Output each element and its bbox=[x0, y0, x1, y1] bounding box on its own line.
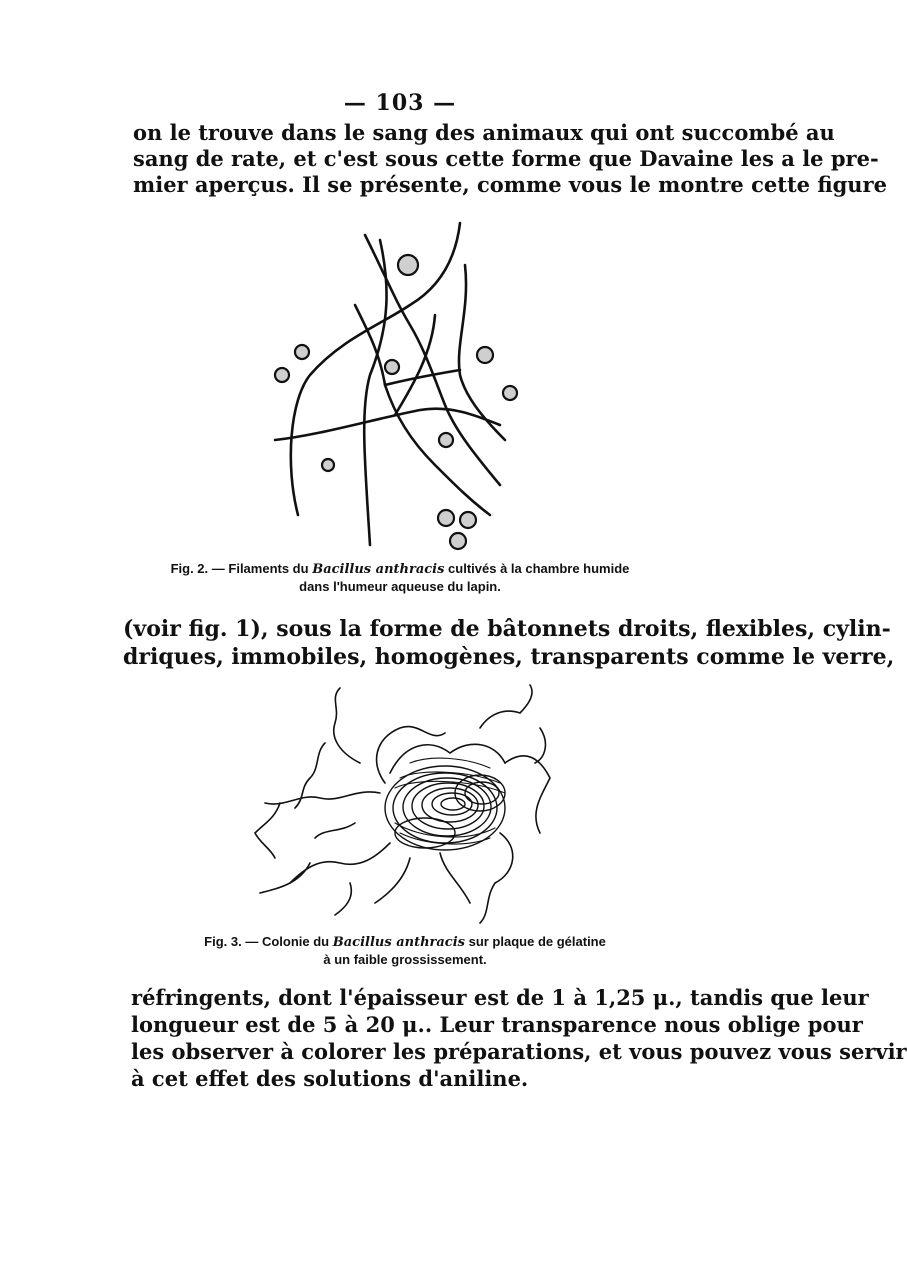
caption-text: Filaments du bbox=[228, 561, 309, 576]
paragraph-1 bbox=[133, 120, 887, 198]
cell bbox=[385, 360, 399, 374]
species-name: Bacillus anthracis bbox=[312, 562, 445, 577]
paragraph-2 bbox=[123, 615, 895, 671]
cell bbox=[460, 512, 476, 528]
caption-line bbox=[170, 933, 640, 951]
filament bbox=[364, 240, 386, 545]
figure-label: Fig. 3. bbox=[204, 934, 242, 949]
text-line: les observer à colorer les préparations, et vous pouvez vous servir bbox=[131, 1039, 907, 1064]
text-line: à cet effet des solutions d'aniline. bbox=[131, 1066, 529, 1091]
cell bbox=[439, 433, 453, 447]
text-line: on le trouve dans le sang des animaux qui ont succombé au bbox=[133, 120, 835, 145]
cell bbox=[450, 533, 466, 549]
figure-3-caption bbox=[170, 933, 640, 968]
page-number: — 103 — bbox=[343, 90, 457, 116]
caption-text: Colonie du bbox=[261, 934, 330, 949]
caption-line: dans l'humeur aqueuse du lapin. bbox=[299, 579, 501, 594]
figure-2-illustration bbox=[260, 215, 520, 555]
text-line: réfringents, dont l'épaisseur est de 1 à 1,25 μ., tandis que leur bbox=[131, 985, 869, 1010]
colony-filaments bbox=[255, 685, 550, 923]
filament bbox=[291, 223, 460, 515]
cell bbox=[503, 386, 517, 400]
caption-line bbox=[150, 560, 650, 578]
cell bbox=[275, 368, 289, 382]
figure-2-caption bbox=[150, 560, 650, 595]
figure-3-illustration bbox=[240, 683, 570, 928]
cell bbox=[398, 255, 418, 275]
text-line: longueur est de 5 à 20 μ.. Leur transparence nous oblige pour bbox=[131, 1012, 863, 1037]
caption-dash: — bbox=[211, 561, 225, 576]
colony-hatching bbox=[395, 758, 505, 844]
cell bbox=[477, 347, 493, 363]
cell bbox=[438, 510, 454, 526]
caption-dash: — bbox=[245, 934, 259, 949]
cell bbox=[295, 345, 309, 359]
text-line: mier aperçus. Il se présente, comme vous le montre cette figure bbox=[133, 172, 887, 197]
caption-text: sur plaque de gélatine bbox=[468, 934, 606, 949]
figure-label: Fig. 2. bbox=[170, 561, 209, 576]
caption-line: à un faible grossissement. bbox=[323, 952, 487, 967]
text-line: (voir fig. 1), sous la forme de bâtonnets droits, flexibles, cylin- bbox=[123, 616, 891, 642]
filament bbox=[275, 409, 500, 440]
cell bbox=[322, 459, 334, 471]
paragraph-3 bbox=[131, 984, 907, 1092]
species-name: Bacillus anthracis bbox=[332, 935, 465, 950]
caption-text: cultivés à la chambre humide bbox=[448, 561, 630, 576]
text-line: driques, immobiles, homogènes, transparents comme le verre, bbox=[123, 644, 895, 670]
text-line: sang de rate, et c'est sous cette forme que Davaine les a le pre- bbox=[133, 146, 879, 171]
